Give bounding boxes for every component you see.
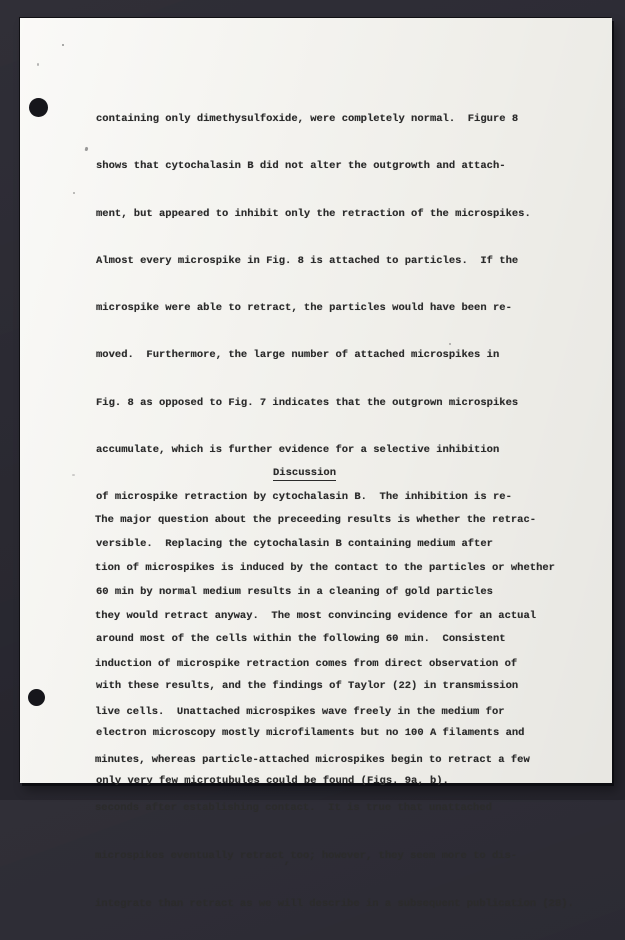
text-line-with-inserted-comma bbox=[95, 844, 574, 868]
text-line: tion of microspikes is induced by the contact to the particles or whether bbox=[95, 562, 555, 574]
inserted-comma: , bbox=[284, 854, 291, 867]
text-line: electron microscopy mostly microfilaments but no 100 A filaments and bbox=[96, 727, 525, 740]
text-segment: microspikes eventually retract bbox=[95, 850, 285, 862]
text-line: accumulate, which is further evidence for a selective inhibition bbox=[96, 443, 500, 456]
text-line: Fig. 8 as opposed to Fig. 7 indicates that the outgrown microspikes bbox=[96, 396, 519, 409]
text-line: Almost every microspike in Fig. 8 is attached to particles. If the bbox=[96, 254, 519, 267]
hole-punch-bottom bbox=[28, 689, 45, 706]
text-line: versible. Replacing the cytochalasin B containing medium after bbox=[96, 538, 493, 551]
text-line: 60 min by normal medium results in a cleaning of gold particles bbox=[96, 585, 493, 598]
paragraph-discussion bbox=[95, 484, 574, 940]
text-line: containing only dimethysulfoxide, were completely normal. Figure 8 bbox=[96, 113, 519, 125]
text-line: around most of the cells within the following 60 min. Consistent bbox=[96, 632, 506, 645]
text-line: ment, but appeared to inhibit only the retraction of the microspikes. bbox=[96, 207, 531, 220]
text-line: only very few microtubules could be found (Figs. 9a, b). bbox=[96, 774, 449, 787]
hole-punch-top bbox=[29, 98, 48, 117]
document-page bbox=[20, 18, 612, 910]
text-line: they would retract anyway. The most convincing evidence for an actual bbox=[95, 610, 537, 622]
text-line: microspike were able to retract, the particles would have been re- bbox=[96, 302, 512, 314]
dust-speck bbox=[37, 63, 39, 66]
dust-speck bbox=[72, 474, 75, 476]
text-line: moved. Furthermore, the large number of attached microspikes in bbox=[96, 349, 500, 362]
text-line: induction of microspike retraction comes from direct observation of bbox=[95, 658, 518, 670]
text-line: live cells. Unattached microspikes wave freely in the medium for bbox=[95, 706, 505, 718]
text-line: The major question about the preceeding results is whether the retrac- bbox=[95, 514, 537, 526]
text-line: minutes, whereas particle-attached microspikes begin to retract a few bbox=[95, 754, 530, 766]
dust-speck bbox=[73, 192, 75, 194]
text-line: with these results, and the findings of Taylor (22) in transmission bbox=[96, 680, 519, 692]
text-segment: too; however, they seem more to dis- bbox=[290, 850, 518, 862]
text-line: integrate than retract as we will describe in a subsequent publication (28). bbox=[95, 898, 574, 910]
dust-speck bbox=[85, 147, 89, 152]
text-line: of microspike retraction by cytochalasin B. The inhibition is re- bbox=[96, 491, 512, 503]
dust-speck bbox=[62, 44, 64, 46]
text-line: seconds after establishing contact. It is true that unattached bbox=[95, 802, 492, 814]
text-line: shows that cytochalasin B did not alter the outgrowth and attach- bbox=[96, 160, 506, 173]
section-heading-discussion: Discussion bbox=[273, 467, 337, 479]
